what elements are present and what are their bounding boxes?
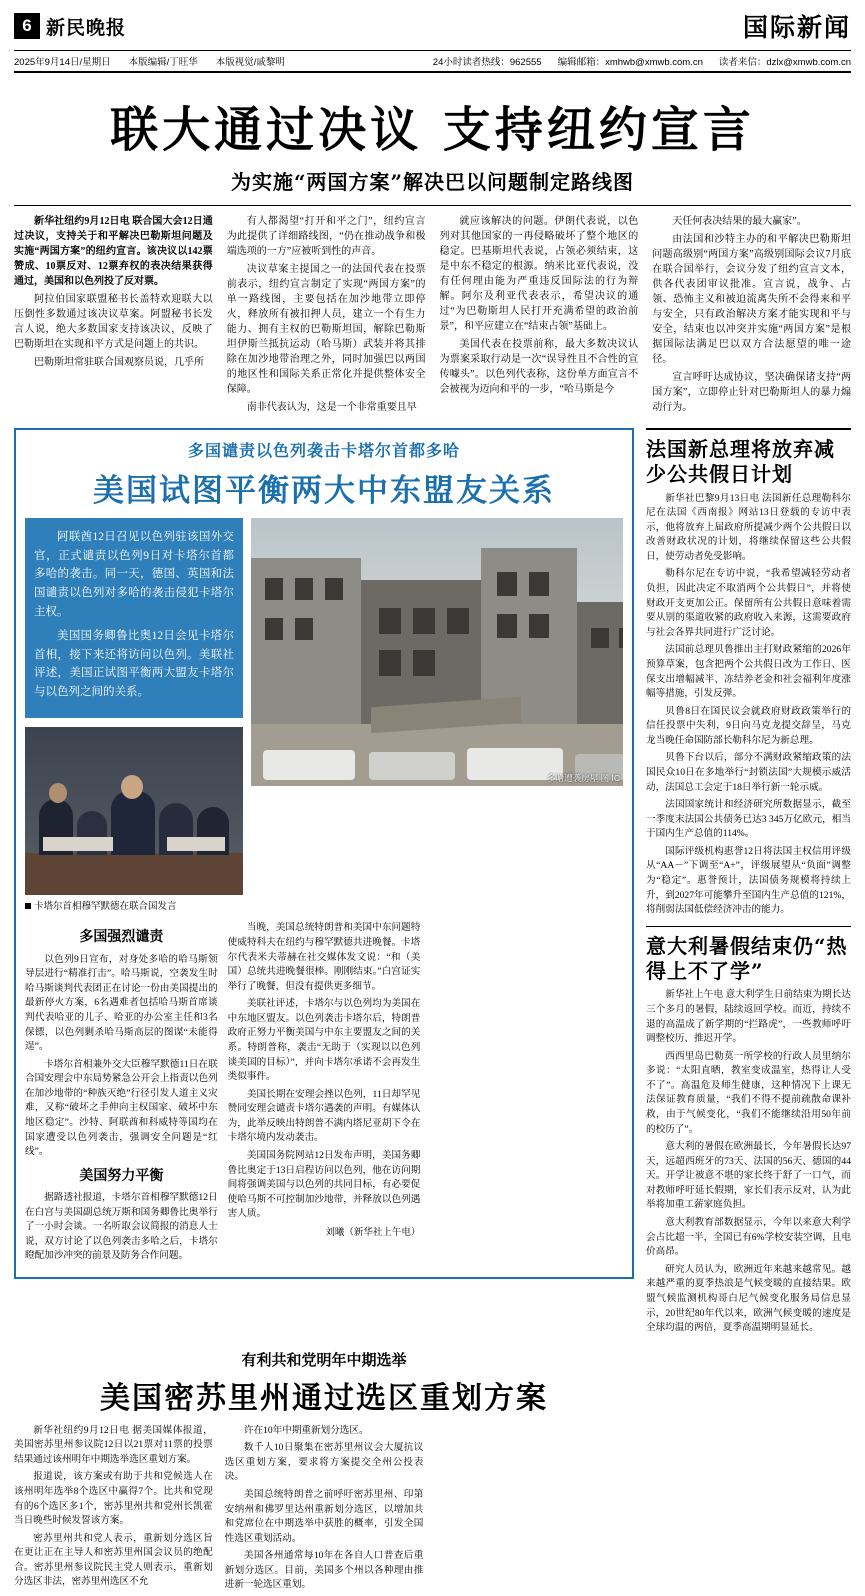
- bottom-right-spill: [646, 1349, 851, 1596]
- photo-cutline: [25, 900, 243, 914]
- lead-paragraph: 南非代表认为，这是一个非常重要且早: [246, 402, 417, 413]
- feature-subheader-1: 多国强烈谴责: [79, 929, 164, 946]
- feature-left-media: [25, 518, 243, 913]
- story-paragraph: 贝鲁8日在国民议会就政府财政政策举行的信任投票中失利，9日向马克龙提交辞呈，马克龙当晚任命国防部长勒科尔尼为新总理。: [646, 705, 851, 746]
- photo-caption: 多哈遭袭房屋 图 IC: [547, 773, 620, 783]
- right-column: [646, 428, 851, 1339]
- lead-headline: 联大通过决议 支持纽约宣言: [110, 102, 755, 158]
- story-paragraph: 勒科尔尼在专访中说，“我希望减轻劳动者负担，因此决定不取消两个公共假日”，并将使财政开支更加公正。保留所有公共假日意味着需要从别的渠道收紧的政府收入来源，这需要政府与社会各界共同进行广泛讨论。: [646, 568, 851, 638]
- photo-un-speech: [25, 727, 243, 895]
- hotline: 24小时读者热线：962555: [432, 57, 542, 68]
- info-bar: [14, 50, 851, 73]
- lead-paragraph: 阿拉伯国家联盟秘书长盖特欢迎联大以压倒性多数通过该决议草案。阿盟秘书长发言人说，绝大多数国家支持该决议，反映了巴勒斯坦在实现和平方式是问题上的共识。: [14, 294, 213, 350]
- feature-paragraph: 当晚，美国总统特朗普和美国中东问题特使威特科夫在纽约与穆罕默德共进晚餐。卡塔尔代表米夫蒂赫在社交媒体发文说：“和（美国）总统共进晚餐很棒。刚刚结束。”白宫证实举行了晚餐，但没有提供更多细节。: [227, 922, 421, 992]
- bottom-paragraph: 数千人10日聚集在密苏里州议会大厦抗议选区重划方案，要求将方案提交全州公投表决。: [224, 1442, 424, 1483]
- feature-paragraph: 美联社评述，卡塔尔与以色列均为美国在中东地区盟友。以色列袭击卡塔尔后，特朗普政府正努力平衡美国与中东主要盟友之间的关系。特朗普称，袭击“无助于（实现以以色列谈美国的目标）”，并向卡塔尔承诺不会再发生类似事件。: [227, 998, 421, 1083]
- feature-kicker: 多国谴责以色列袭击卡塔尔首都多哈: [187, 441, 460, 460]
- story-missouri: [14, 1349, 634, 1596]
- bottom-paragraph: 许在10年中期重新划分选区。: [243, 1424, 369, 1436]
- feature-title: 美国试图平衡两大中东盟友关系: [93, 473, 555, 509]
- feature-columns: [25, 921, 623, 1267]
- bottom-section: [14, 1349, 851, 1596]
- story-paragraph: 研究人员认为，欧洲近年来越来越常见。越来越严重的夏季热浪是气候变暖的直接结果。欧盟气候监测机构哥白尼气候变化服务局信息显示，20世纪80年代以来，欧洲气候变暖的速度是全球均温的两倍，夏季高温期明显延长。: [646, 1263, 851, 1334]
- divider: [14, 205, 851, 206]
- feature-column-3: [430, 921, 623, 1267]
- feature-zone: [14, 428, 634, 1339]
- editor-line: 本版编辑/丁旺华: [128, 57, 198, 68]
- feature-article: [14, 428, 634, 1279]
- lead-paragraph: 有人都渴望“打开和平之门”，纽约宣言为此提供了详细路线图，“仍在推动战争和极端选项的一方”应被听到性的声音。: [226, 216, 426, 257]
- bottom-column-3: [435, 1424, 634, 1596]
- story-france: [646, 437, 851, 918]
- section-title: 国际新闻: [742, 13, 851, 42]
- feature-subheader-2: 美国努力平衡: [79, 1167, 164, 1184]
- cutline-text: 卡塔尔首相穆罕默德在联合国发言: [34, 900, 177, 912]
- bottom-kicker: 有利共和党明年中期选举: [241, 1350, 407, 1369]
- bullet-icon: [25, 903, 31, 909]
- photo-doha-strike: [251, 518, 623, 786]
- feature-column-1: [25, 921, 218, 1267]
- feature-paragraph: 卡塔尔首相兼外交大臣穆罕默德11日在联合国安理会中东局势紧急公开会上指责以色列在加沙地带的“种族灭绝”行径引发人道主义灾难，又称“破坏之手伸向主权国家、破坏中东地区稳定”。沙特、阿联酋和科威特等国均在国家遭受以色列袭击，强调安全问题是“红线”。: [25, 1058, 218, 1158]
- bottom-column-1: [14, 1424, 213, 1596]
- feature-summary: [25, 518, 243, 718]
- story-paragraph: 意大利教育部数据显示，今年以来意大利学会占比超一半，全国已有6%学校安装空调，且电价高昂。: [646, 1217, 851, 1258]
- lead-paragraph: 天任何表决结果的最大赢家”。: [672, 216, 807, 227]
- lead-column-1: [14, 214, 213, 418]
- feature-byline: 刘曦（新华社上午电）: [325, 1227, 421, 1238]
- editor-email: 编辑邮箱：xmhwb@xmwb.com.cn: [557, 57, 703, 68]
- lead-subheadline: 为实施“两国方案”解决巴以问题制定路线图: [230, 170, 634, 194]
- lead-column-2: [227, 214, 426, 418]
- layout-line: 本版视觉/戚黎明: [215, 57, 285, 68]
- lead-column-4: [652, 214, 851, 418]
- lead-paragraph: 宣言呼吁达成协议，坚决确保诸支持“两国方案”，立即停止针对巴勒斯坦人的暴力煽动行为。: [652, 372, 851, 413]
- story-paragraph: 新华社巴黎9月13日电 法国新任总理勒科尔尼在法国《西南报》网站13日登载的专访中表示，他将放弃上届政府所提减少两个公共假日以改善财政状况的计划，将继续保留这些公共假日，使劳动者免受影响。: [646, 492, 851, 562]
- feature-paragraph: 美国国务院网站12日发布声明，美国务卿鲁比奥定于13日启程访问以色列，他在访问期间将强调美国与以色列的共同目标，有必要促使哈马斯不可控制加沙地带，并释放以色列遇害人质。: [227, 1150, 421, 1220]
- masthead: [14, 0, 851, 44]
- feature-paragraph: 据路透社报道，卡塔尔首相穆罕默德12日在白宫与美国副总统万斯和国务卿鲁比奥举行了一小时会谈。一名听取会议简报的消息人士说，双方讨论了以色列袭击多哈之后，卡塔尔瞪配加沙冲突的前景及防务合作问题。: [25, 1192, 218, 1262]
- lead-paragraph: 决议草案主提国之一的法国代表在投票前表示，纽约宣言制定了实现“两国方案”的单一路线图，主要包括在加沙地带立即停火，释放所有被扣押人员，建立一个有生力能力、拥有主权的巴勒斯坦国，解除巴勒斯坦伊斯兰抵抗运动（哈马斯）武装并将其排除在加沙地带治理之外，同时加强巴以两国的地区性和国际关系正常化并提供整体安全保障。: [226, 264, 426, 395]
- lead-paragraph: 巴勒斯坦常驻联合国观察员说，几乎所: [34, 357, 204, 368]
- bottom-column-2: [225, 1424, 424, 1596]
- story-paragraph: 西西里岛巴勒莫一所学校的行政人员里纳尔多说：“太阳直晒，教室变成温室，热得让人受不了”。高温危及师生健康，这种情况下上课无法保证教育质量，“我们不得不提前疏散命课补救，由于气候变化，“我们不能继续沿用50年前的校历了”。: [646, 1050, 851, 1135]
- lead-paragraph: 由法国和沙特主办的和平解决巴勒斯坦问题高级别“两国方案”高级别国际会议7月底在联合国举行，会议分发了纽约宣言文本，供各代表团审议批准。宣言说，战争、占领、恐怖主义和被迫流离失所不会得来和平与安全，只有政治解决方案才能实现和平与安全，结束也以冲突并实施“两国方案”是根据国际法满足巴以双方合法愿望的唯一途径。: [652, 234, 851, 365]
- bottom-paragraph: 报道说，该方案或有助于共和党候选人在该州明年选举8个选区中赢得7个。比共和党现有的6个选区多1个，密苏里州共和党州长凯霍当日晚些时候发誓该方案。: [14, 1471, 213, 1527]
- story-paragraph: 法国国家统计和经济研究所数据显示，截至一季度末法国公共债务已达3 345万亿欧元，相当于国内生产总值的114%。: [646, 799, 851, 840]
- lead-paragraph: 美国代表在投票前称，最大多数决议认为票案采取行动是一次“误导性且不合性的宣传噱头”。以色列代表称，这份单方面宣言不会被视为迈向和平的一步，“哈马斯是今: [439, 339, 639, 395]
- summary-paragraph: 阿联酋12日召见以色列驻该国外交官，正式谴责以色列9日对卡塔尔首都多哈的袭击。同一天，德国、英国和法国谴责以色列对多哈的袭击侵犯卡塔尔主权。: [34, 531, 234, 618]
- bottom-paragraph: 密苏里州共和党人表示，重新划分选区旨在更让正在主导人和密苏里州国会议员的绝配合。密苏里州参议院民主党人则表示，重新划分选区非法，密苏里州选区不允: [14, 1532, 213, 1588]
- story-paragraph: 意大利的暑假在欧洲最长，今年暑假长达97天，远超西班牙的73天、法国的56天、德国的44天。开学让被意不堪的家长终于舒了一口气，而对教师呼吁延长假期，家长们表示反对，认为此举将加重工薪家庭负担。: [646, 1141, 851, 1211]
- lead-column-3: [440, 214, 639, 418]
- story-title: 法国新总理将放弃减少公共假日计划: [646, 437, 835, 486]
- bottom-title: 美国密苏里州通过选区重划方案: [100, 1380, 548, 1416]
- divider: [646, 926, 851, 927]
- story-paragraph: 贝鲁下台以后，部分不满财政紧缩政策的法国民众10日在多地举行“封锁法国”大规模示威活动，法国总工会定于18日举行新一轮示威。: [646, 752, 851, 793]
- bottom-paragraph: 美国总统特朗普之前呼吁密苏里州、印第安纳州和佛罗里达州重新划分选区，以增加共和党席位在中期选举中获胜的概率，引发全国性选区重划活动。: [224, 1488, 424, 1544]
- lead-paragraph: 就应该解决的问题。伊朗代表说，以色列对其他国家的一再侵略破坏了整个地区的稳定。巴基斯坦代表说，占领必须结束，这是中东不稳定的根源。纳米比亚代表说，没有任何理由能为严重违反国际法的行为辩解。阿尔及利亚代表表示，希望决议的通过“为巴勒斯坦人民打开充满希望的政治前景”，和平应建立在“结束占领”基础上。: [439, 216, 639, 332]
- paper-name: 新民晚报: [46, 16, 127, 39]
- story-title: 意大利暑假结束仍“热得上不了学”: [646, 933, 848, 983]
- feature-paragraph: 美国长期在安理会挫以色列，11日却罕见赞同安理会谴责卡塔尔遇袭的声明。有媒体认为，此举反映出特朗普不满内塔尼亚胡下令在卡塔尔境内发动袭击。: [227, 1088, 421, 1144]
- divider: [646, 428, 851, 430]
- story-paragraph: 新华社上午电 意大利学生日前结束为期长达三个多月的暑假，陆续返回学校。而近，持续不退的高温成了新学期的“拦路虎”，一些教师呼吁调整校历、推迟开学。: [646, 989, 851, 1045]
- story-paragraph: 国际评级机构惠誉12日将法国主权信用评级从“AA－”下调至“A+”，评级展望从“负面”调整为“稳定”。惠誉预计，法国债务规模将持续上升，到2027年可能攀升至国内生产总值的121%，将削弱法国低偿经济冲击的能力。: [646, 845, 851, 916]
- bottom-paragraph: 美国各州通常每10年在各自人口普查后重新划分选区。目前，美国多个州以各种理由推进新一轮选区重划。: [224, 1550, 424, 1591]
- lead-paragraph: 新华社纽约9月12日电 联合国大会12日通过决议，支持关于和平解决巴勒斯坦问题及实施“两国方案”的纽约宣言。该决议以142票赞成、10票反对、12票弃权的表决结果获得通过，美国和以色列投了反对票。: [14, 216, 213, 287]
- feature-column-2: [228, 921, 421, 1267]
- summary-paragraph: 美国国务卿鲁比奥12日会见卡塔尔首相，接下来还将访问以色列。美联社评述，美国正试图平衡两大盟友卡塔尔与以色列之间的关系。: [34, 630, 234, 698]
- date-line: 2025年9月14日/星期日: [14, 57, 111, 68]
- reader-letters: 读者来信：dzlx@xmwb.com.cn: [718, 57, 851, 68]
- bottom-paragraph: 新华社纽约9月12日电 据美国媒体报道，美国密苏里州参议院12日以21票对11票的投票结果通过该州明年中期选举选区重划方案。: [14, 1424, 213, 1465]
- story-italy: [646, 934, 851, 1336]
- feature-paragraph: 以色列9日宣布，对身处多哈的哈马斯领导层进行“精准打击”。哈马斯说，空袭发生时哈马斯谈判代表团正在讨论一份由美国提出的最新停火方案，6名遇难者包括哈马斯首席谈判代表哈亚的儿子、哈亚的办公室主任和3名保镖，以色列剿杀哈马斯高层的图谋“未能得逞”。: [25, 953, 218, 1053]
- feature-top: [25, 518, 623, 913]
- main-body: [14, 428, 851, 1339]
- page-number: 6: [14, 13, 40, 39]
- story-paragraph: 法国前总理贝鲁推出主打财政紧缩的2026年预算草案，包含把两个公共假日改为工作日、医保支出增幅减半、冻结养老金和社会福利年度涨幅等措施，引发反弹。: [646, 644, 851, 700]
- lead-article: [14, 214, 851, 418]
